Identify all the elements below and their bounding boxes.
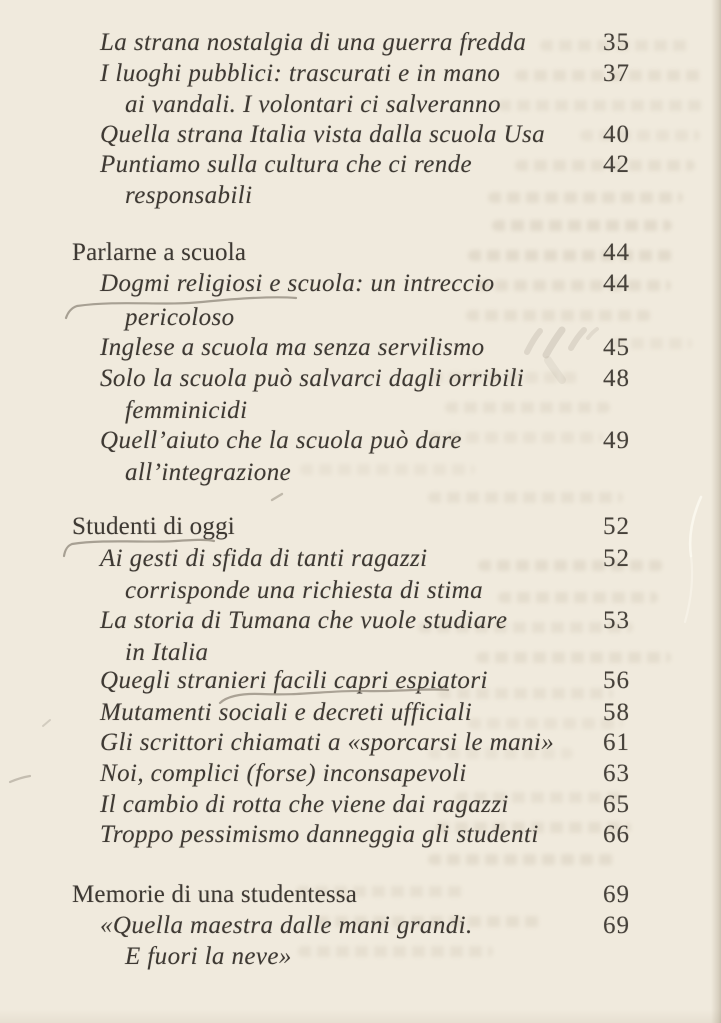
page-number: 58	[603, 699, 630, 726]
toc-entry-text: Ai gesti di sfida di tanti ragazzi	[100, 545, 428, 572]
toc-entry	[0, 150, 721, 180]
toc-entry-continuation	[0, 303, 721, 333]
page-number: 40	[603, 121, 630, 148]
page-number: 44	[603, 239, 630, 266]
toc-entry-text: Solo la scuola può salvarci dagli orribili	[100, 365, 525, 392]
toc-entry-text: ai vandali. I volontari ci salveranno	[125, 91, 501, 118]
toc-entry-text: Dogmi religiosi e scuola: un intreccio	[100, 270, 495, 297]
toc-entry-text: in Italia	[125, 639, 209, 666]
page-number: 37	[603, 60, 630, 87]
toc-entry-text: Noi, complici (forse) inconsapevoli	[100, 760, 467, 787]
toc-entry-continuation	[0, 942, 721, 972]
toc-entry-continuation	[0, 576, 721, 606]
toc-section-title: Studenti di oggi	[72, 513, 235, 540]
toc-entry	[0, 820, 721, 850]
toc-entry-text: Quella strana Italia vista dalla scuola Usa	[100, 121, 545, 148]
toc-entry-text: «Quella maestra dalle mani grandi.	[100, 912, 473, 939]
page-number: 56	[603, 667, 630, 694]
page-number: 69	[603, 912, 630, 939]
toc-entry	[0, 59, 721, 89]
toc-entry	[0, 666, 721, 696]
toc-entry-text: Quegli stranieri facili capri espiatori	[100, 667, 488, 694]
toc-entry	[0, 28, 721, 58]
page-number: 66	[603, 821, 630, 848]
showthrough-line	[428, 854, 618, 865]
toc-entry-text: Mutamenti sociali e decreti ufficiali	[100, 699, 473, 726]
page-number: 44	[603, 270, 630, 297]
toc-entry-text: I luoghi pubblici: trascurati e in mano	[100, 60, 501, 87]
page-number: 61	[603, 729, 630, 756]
page-number: 35	[603, 29, 630, 56]
page-number: 69	[603, 881, 630, 908]
toc-entry-text: corrisponde una richiesta di stima	[125, 577, 484, 604]
toc-entry	[0, 911, 721, 941]
toc-entry	[0, 606, 721, 636]
page-number: 65	[603, 791, 630, 818]
toc-entry-text: Quell’aiuto che la scuola può dare	[100, 427, 462, 454]
showthrough-line	[492, 220, 672, 231]
toc-entry	[0, 544, 721, 574]
toc-section-heading	[0, 512, 721, 542]
page-number: 63	[603, 760, 630, 787]
toc-entry-continuation	[0, 638, 721, 668]
toc-entry-text: Gli scrittori chiamati a «sporcarsi le mani»	[100, 729, 555, 756]
toc-entry-text: Inglese a scuola ma senza servilismo	[100, 334, 485, 361]
page-number: 48	[603, 365, 630, 392]
toc-entry-continuation	[0, 396, 721, 426]
toc-entry-text: Puntiamo sulla cultura che ci rende	[100, 151, 473, 178]
toc-entry	[0, 364, 721, 394]
toc-entry-continuation	[0, 90, 721, 120]
toc-entry	[0, 120, 721, 150]
toc-entry-text: Troppo pessimismo danneggia gli studenti	[100, 821, 539, 848]
toc-section-title: Memorie di una studentessa	[72, 881, 357, 908]
page-number: 52	[603, 545, 630, 572]
toc-entry-continuation	[0, 458, 721, 488]
toc-entry-text: femminicidi	[125, 397, 248, 424]
page-number: 49	[603, 427, 630, 454]
toc-entry-text: La strana nostalgia di una guerra fredda	[100, 29, 527, 56]
toc-entry	[0, 698, 721, 728]
toc-section-heading	[0, 238, 721, 268]
toc-entry	[0, 426, 721, 456]
page-number: 45	[603, 334, 630, 361]
toc-entry	[0, 269, 721, 299]
toc-entry-text: La storia di Tumana che vuole studiare	[100, 607, 508, 634]
toc-entry-text: all’integrazione	[125, 459, 292, 486]
pencil-tick	[272, 494, 282, 500]
toc-entry-text: responsabili	[125, 182, 253, 209]
toc-section-title: Parlarne a scuola	[72, 239, 247, 266]
page-number: 52	[603, 513, 630, 540]
toc-entry-continuation	[0, 181, 721, 211]
toc-entry	[0, 790, 721, 820]
toc-entry-text: E fuori la neve»	[125, 943, 292, 970]
toc-entry	[0, 759, 721, 789]
toc-entry	[0, 728, 721, 758]
toc-entry-text: pericoloso	[125, 304, 235, 331]
toc-entry	[0, 333, 721, 363]
toc-section-heading	[0, 880, 721, 910]
showthrough-line	[428, 492, 623, 503]
page-number: 42	[603, 151, 630, 178]
page-number: 53	[603, 607, 630, 634]
toc-entry-text: Il cambio di rotta che viene dai ragazzi	[100, 791, 509, 818]
